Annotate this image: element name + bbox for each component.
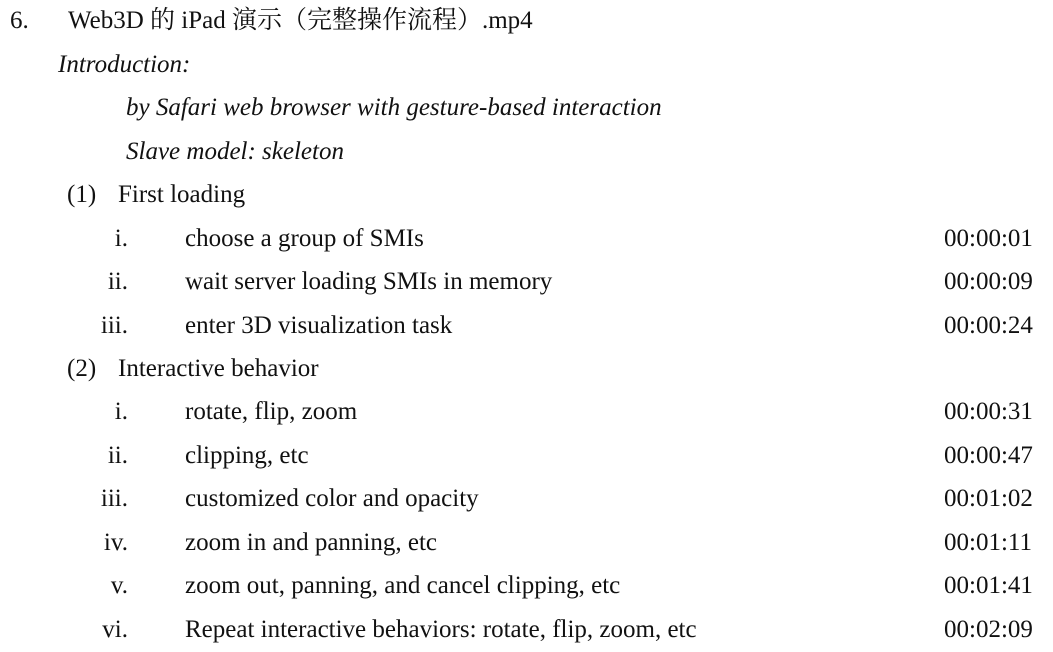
introduction-line-row xyxy=(0,139,1053,169)
heading-number: 6. xyxy=(10,7,29,34)
item-timestamp: 00:00:09 xyxy=(944,268,1033,295)
item-timestamp: 00:00:24 xyxy=(944,312,1033,339)
list-item xyxy=(0,617,1053,647)
item-roman-numeral: ii. xyxy=(107,442,128,469)
item-roman-numeral: i. xyxy=(114,398,128,425)
heading-title: Web3D 的 iPad 演示（完整操作流程）.mp4 xyxy=(68,7,533,34)
list-item xyxy=(0,486,1053,516)
list-item xyxy=(0,269,1053,299)
introduction-line: Slave model: skeleton xyxy=(126,138,344,165)
section-number: (1) xyxy=(67,181,97,208)
item-text: zoom out, panning, and cancel clipping, etc xyxy=(185,572,621,599)
introduction-label: Introduction: xyxy=(58,51,191,78)
item-roman-numeral: iv. xyxy=(103,529,128,556)
item-text: zoom in and panning, etc xyxy=(185,529,438,556)
list-item xyxy=(0,573,1053,603)
introduction-line: by Safari web browser with gesture-based interaction xyxy=(126,94,662,121)
item-roman-numeral: iii. xyxy=(100,485,128,512)
item-text: customized color and opacity xyxy=(185,485,479,512)
list-item xyxy=(0,313,1053,343)
list-item xyxy=(0,443,1053,473)
item-text: clipping, etc xyxy=(185,442,309,469)
item-timestamp: 00:00:31 xyxy=(944,398,1033,425)
section-number: (2) xyxy=(67,355,97,382)
item-timestamp: 00:00:01 xyxy=(944,225,1033,252)
item-timestamp: 00:01:11 xyxy=(944,529,1032,556)
list-item xyxy=(0,399,1053,429)
item-timestamp: 00:00:47 xyxy=(944,442,1033,469)
item-text: rotate, flip, zoom xyxy=(185,398,358,425)
item-text: wait server loading SMIs in memory xyxy=(185,268,553,295)
introduction-line-row xyxy=(0,95,1053,125)
item-text: choose a group of SMIs xyxy=(185,225,424,252)
item-roman-numeral: i. xyxy=(114,225,128,252)
item-roman-numeral: v. xyxy=(110,572,128,599)
item-text: Repeat interactive behaviors: rotate, flip, zoom, etc xyxy=(185,616,697,643)
introduction-label-row xyxy=(0,52,1053,82)
item-timestamp: 00:02:09 xyxy=(944,616,1033,643)
document-heading xyxy=(0,8,1053,38)
section-title: First loading xyxy=(118,181,246,208)
list-item xyxy=(0,530,1053,560)
item-roman-numeral: ii. xyxy=(107,268,128,295)
item-timestamp: 00:01:02 xyxy=(944,485,1033,512)
section-title: Interactive behavior xyxy=(118,355,319,382)
section-header xyxy=(0,182,1053,212)
item-roman-numeral: vi. xyxy=(102,616,128,643)
item-text: enter 3D visualization task xyxy=(185,312,453,339)
section-header xyxy=(0,356,1053,386)
list-item xyxy=(0,226,1053,256)
item-roman-numeral: iii. xyxy=(100,312,128,339)
item-timestamp: 00:01:41 xyxy=(944,572,1033,599)
